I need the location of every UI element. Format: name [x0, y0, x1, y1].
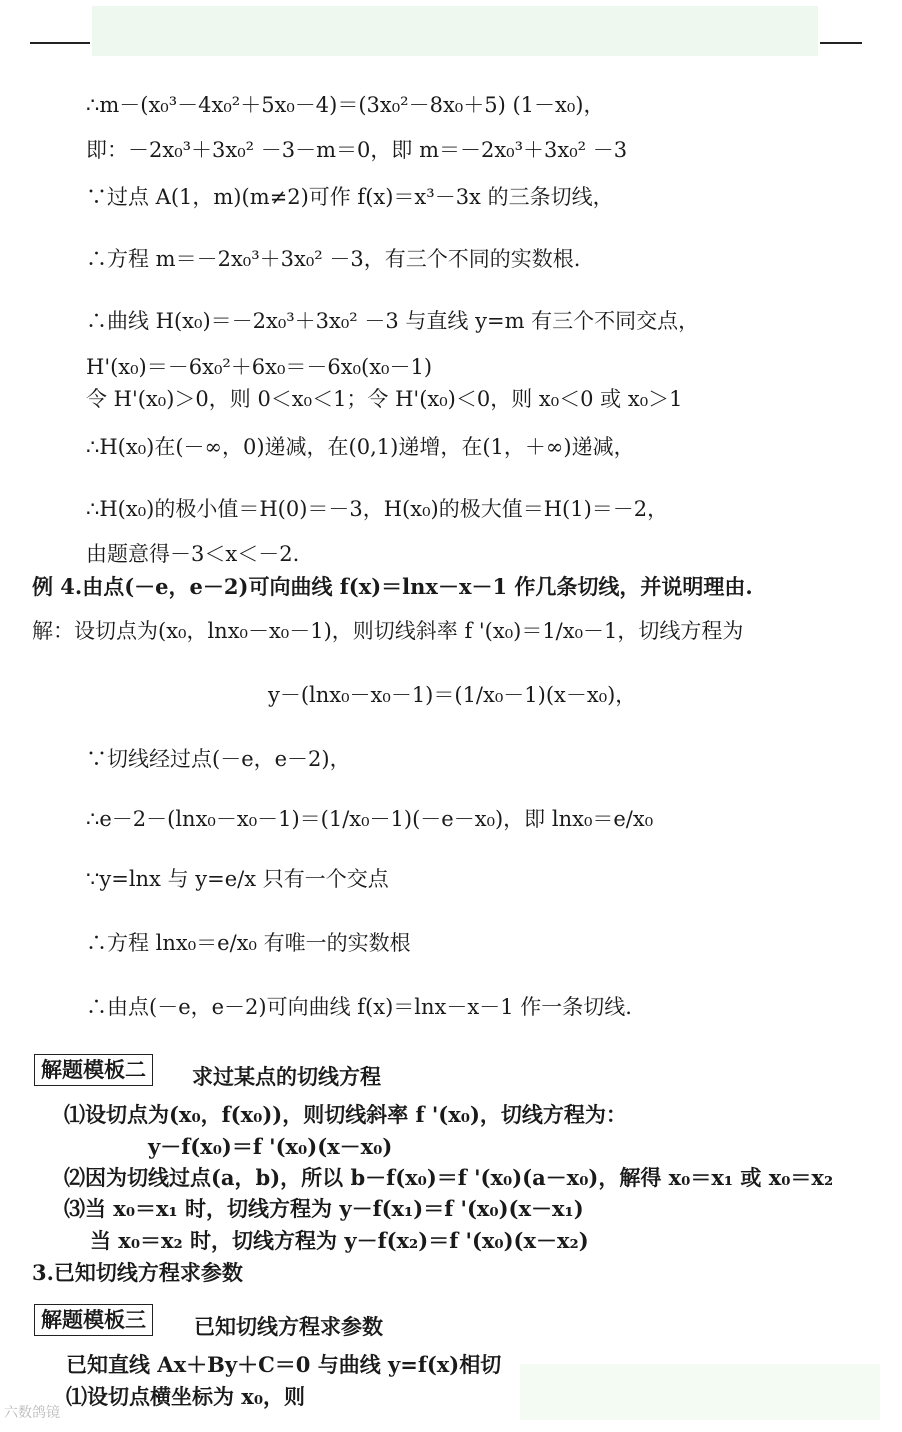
- template3-line-1: 已知直线 Ax＋By＋C＝0 与曲线 y=f(x)相切: [66, 1352, 502, 1377]
- proof-line-6: H'(x₀)＝－6x₀²＋6x₀＝－6x₀(x₀－1): [86, 355, 433, 379]
- section-3-heading: 3.已知切线方程求参数: [32, 1260, 243, 1285]
- template3-line-2: ⑴设切点横坐标为 x₀，则: [66, 1384, 306, 1409]
- proof-line-4: ∴方程 m＝－2x₀³＋3x₀² －3，有三个不同的实数根.: [86, 247, 581, 271]
- footer-band: [520, 1364, 880, 1420]
- solution-line-3: ∵切线经过点(－e，e－2)，: [86, 747, 351, 771]
- proof-line-5: ∴曲线 H(x₀)＝－2x₀³＋3x₀² －3 与直线 y=m 有三个不同交点，: [86, 309, 700, 333]
- solution-line-5: ∵y=lnx 与 y=e/x 只有一个交点: [86, 867, 389, 891]
- template2-step-3: ⑶当 x₀＝x₁ 时，切线方程为 y－f(x₁)＝f '(x₀)(x－x₁): [64, 1196, 584, 1221]
- proof-line-8: ∴H(x₀)在(－∞，0)递减，在(0,1)递增，在(1，＋∞)递减，: [86, 435, 635, 459]
- header-band: [92, 6, 818, 56]
- template2-label: 解题模板二: [34, 1054, 153, 1086]
- template2-step-3b: 当 x₀＝x₂ 时，切线方程为 y－f(x₂)＝f '(x₀)(x－x₂): [90, 1228, 589, 1253]
- solution-line-1: 解：设切点为(x₀，lnx₀－x₀－1)，则切线斜率 f '(x₀)＝1/x₀－1，切线方程为: [32, 619, 744, 643]
- template2-step-2: ⑵因为切线过点(a，b)，所以 b－f(x₀)＝f '(x₀)(a－x₀)，解得 x₀＝x₁ 或 x₀＝x₂: [64, 1165, 834, 1190]
- template2-step-1: ⑴设切点为(x₀，f(x₀))，则切线斜率 f '(x₀)，切线方程为：: [64, 1102, 627, 1127]
- proof-line-10: 由题意得－3＜x＜－2.: [86, 542, 300, 566]
- template3-title: 已知切线方程求参数: [194, 1314, 383, 1339]
- template2-title: 求过某点的切线方程: [192, 1064, 381, 1089]
- header-rule-left: [30, 42, 90, 44]
- solution-line-4: ∴e－2－(lnx₀－x₀－1)＝(1/x₀－1)(－e－x₀)，即 lnx₀＝e/x₀: [86, 807, 654, 831]
- solution-line-6: ∴方程 lnx₀＝e/x₀ 有唯一的实数根: [86, 931, 411, 955]
- solution-line-7: ∴由点(－e，e－2)可向曲线 f(x)＝lnx－x－1 作一条切线.: [86, 995, 632, 1019]
- template3-label: 解题模板三: [34, 1304, 153, 1336]
- proof-line-2: 即：－2x₀³＋3x₀² －3－m＝0，即 m＝－2x₀³＋3x₀² －3: [86, 138, 628, 162]
- proof-line-3: ∵过点 A(1，m)(m≠2)可作 f(x)＝x³－3x 的三条切线，: [86, 185, 614, 209]
- header-rule-right: [820, 42, 862, 44]
- proof-line-1: ∴m－(x₀³－4x₀²＋5x₀－4)＝(3x₀²－8x₀＋5) (1－x₀)，: [86, 93, 605, 117]
- template2-step-1-formula: y－f(x₀)＝f '(x₀)(x－x₀): [148, 1134, 393, 1159]
- proof-line-7: 令 H'(x₀)＞0，则 0＜x₀＜1；令 H'(x₀)＜0，则 x₀＜0 或 x₀＞1: [86, 387, 683, 411]
- proof-line-9: ∴H(x₀)的极小值＝H(0)＝－3，H(x₀)的极大值＝H(1)＝－2，: [86, 497, 669, 521]
- tangent-equation: y－(lnx₀－x₀－1)＝(1/x₀－1)(x－x₀)，: [268, 683, 637, 707]
- watermark: 六数鸽镜: [4, 1405, 60, 1421]
- example-4-title: 例 4.由点(－e，e－2)可向曲线 f(x)＝lnx－x－1 作几条切线，并说明理由.: [32, 574, 753, 599]
